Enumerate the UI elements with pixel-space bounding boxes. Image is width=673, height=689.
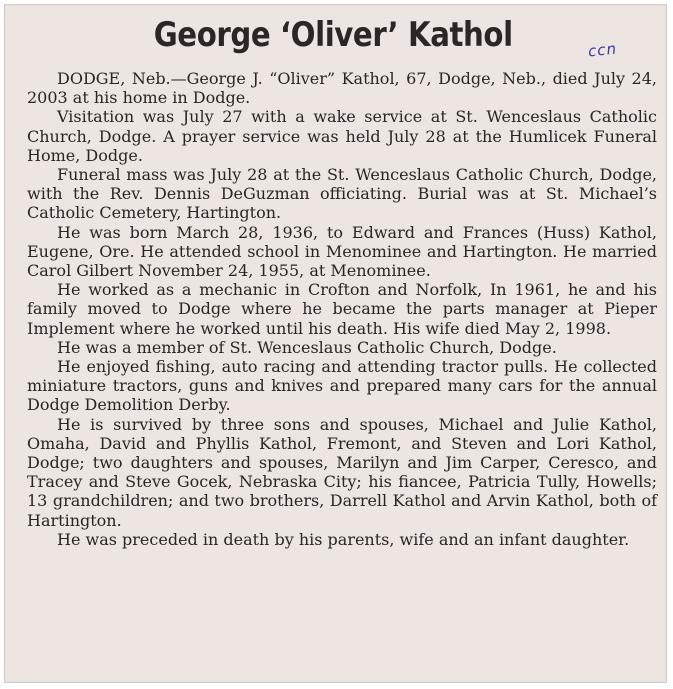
- paragraph-death-notice: DODGE, Neb.—George J. “Oliver” Kathol, 67, Dodge, Neb., died July 24, 2003 at his home in Dodge.: [27, 69, 657, 108]
- paragraph-funeral: Funeral mass was July 28 at the St. Wenceslaus Catholic Church, Dodge, with the Rev. Dennis DeGuzman officiating. Burial was at St. Michael’s Catholic Cemetery, Hartington.: [27, 165, 657, 223]
- paragraph-preceded: He was preceded in death by his parents, wife and an infant daughter.: [57, 529, 630, 549]
- newspaper-clipping: [4, 4, 667, 683]
- paragraph-visitation: Visitation was July 27 with a wake service at St. Wenceslaus Catholic Church, Dodge. A prayer service was held July 28 at the Humlicek Funeral Home, Dodge.: [27, 107, 657, 165]
- paragraph-survivors: He is survived by three sons and spouses, Michael and Julie Kathol, Omaha, David and Phyllis Kathol, Fremont, and Steven and Lori Kathol, Dodge; two daughters and spouses, Marilyn and Jim Carper, Ceresco, and Tracey and Steve Gocek, Nebraska City; his fiancee, Patricia Tully, Howells; 13 grandchildren; and two brothers, Darrell Kathol and Arvin Kathol, both of Hartington.: [27, 414, 657, 530]
- paragraph-work: He worked as a mechanic in Crofton and Norfolk, In 1961, he and his family moved to Dodge where he became the parts manager at Pieper Implement where he worked until his death. His wife died May 2, 1998.: [27, 280, 657, 338]
- paragraph-hobbies: He enjoyed fishing, auto racing and attending tractor pulls. He collected miniature tractors, guns and knives and prepared many cars for the annual Dodge Demolition Derby.: [27, 357, 657, 415]
- paragraph-church: He was a member of St. Wenceslaus Catholic Church, Dodge.: [57, 337, 557, 357]
- paragraph-birth: He was born March 28, 1936, to Edward and Frances (Huss) Kathol, Eugene, Ore. He attended school in Menominee and Hartington. He married Carol Gilbert November 24, 1955, at Menominee.: [27, 222, 657, 281]
- obituary-headline: George ‘Oliver’ Kathol: [153, 15, 513, 55]
- handwritten-initials: ccn: [587, 39, 618, 61]
- obituary-body: [27, 69, 657, 549]
